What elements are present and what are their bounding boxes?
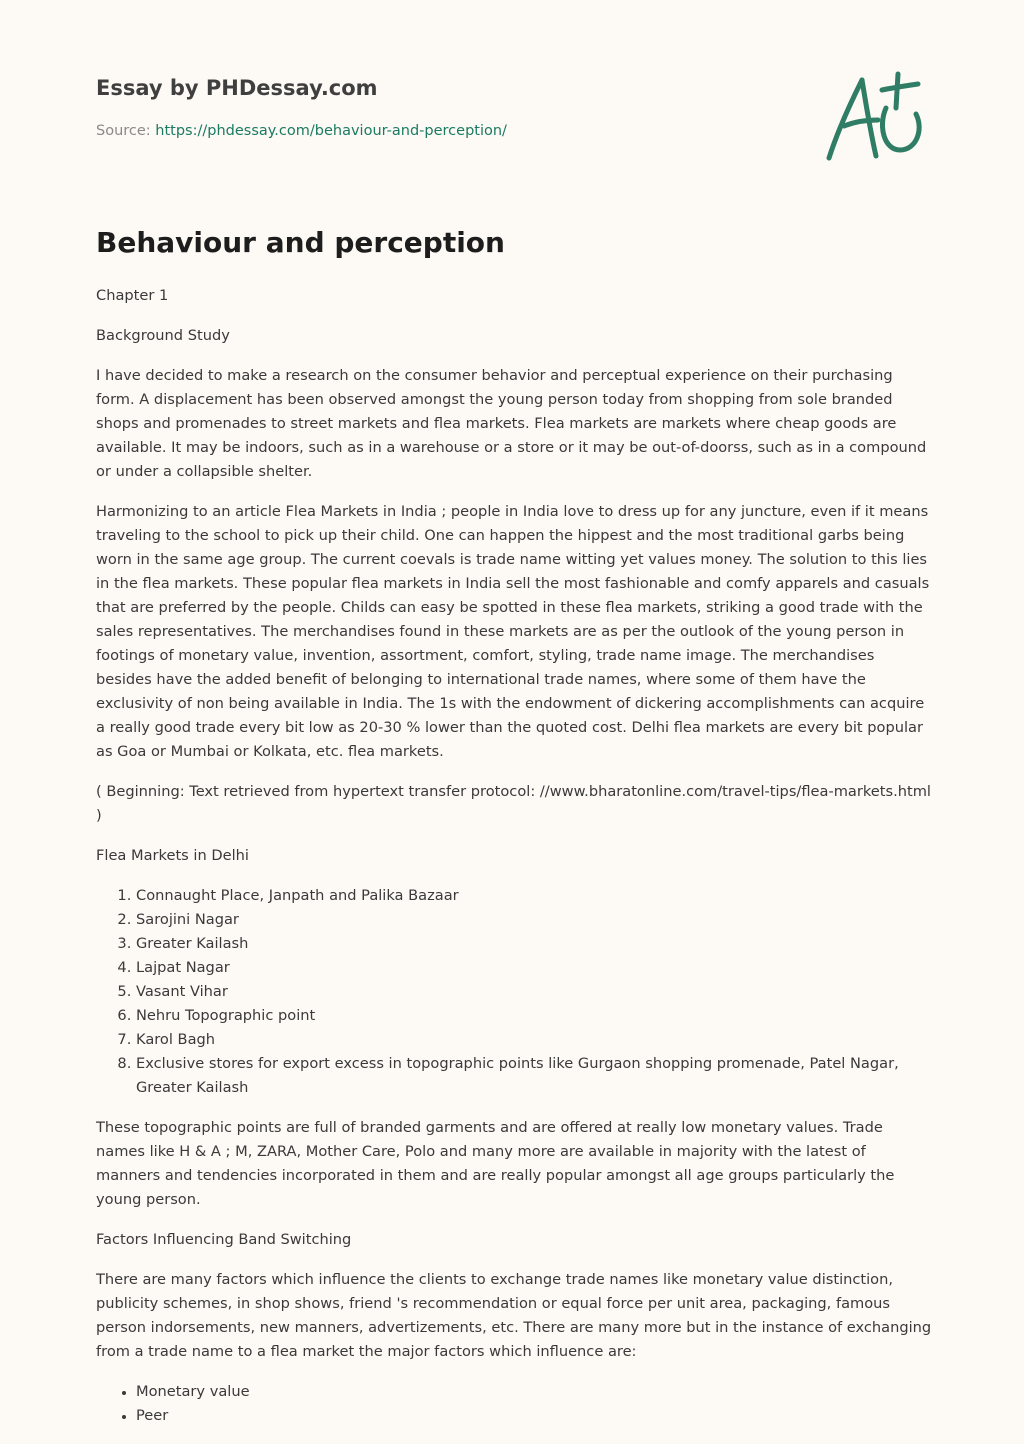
background-heading: Background Study: [96, 327, 230, 344]
source-line: [96, 123, 507, 139]
source-label: Source:: [96, 123, 151, 139]
list-item: 2. Sarojini Nagar: [136, 908, 932, 932]
list-item: • Peer: [136, 1404, 932, 1428]
list-item: 8. Exclusive stores for export excess in topographic points like Gurgaon shopping promenade, Patel Nagar, Greater Kailash: [136, 1052, 932, 1100]
paragraph: There are many factors which influence the clients to exchange trade names like monetary value distinction, publicity schemes, in shop shows, friend 's recommendation or equal force per unit area, packaging, famous person indorsements, new manners, advertizements, etc. There are many more but in the instance of exchanging from a trade name to a flea market the major factors which influence are:: [96, 1271, 932, 1360]
list-item: 1. Connaught Place, Janpath and Palika Bazaar: [136, 884, 932, 908]
document-body: [96, 284, 932, 1444]
chapter-label: Chapter 1: [96, 287, 169, 304]
delhi-heading: Flea Markets in Delhi: [96, 847, 249, 864]
site-title: Essay by PHDessay.com: [96, 76, 378, 100]
paragraph: Harmonizing to an article Flea Markets in India ; people in India love to dress up for any juncture, even if it means traveling to the school to pick up their child. One can happen the hippest and the most traditional garbs being worn in the same age group. The current coevals is trade name witting yet values money. The solution to this lies in the flea markets. These popular flea markets in India sell the most fashionable and comfy apparels and casuals that are preferred by the people. Childs can easy be spotted in these flea markets, striking a good trade with the sales representatives. The merchandises found in these markets are as per the outlook of the young person in footings of monetary value, invention, assortment, comfort, styling, trade name image. The merchandises besides have the added benefit of belonging to international trade names, where some of them have the exclusivity of non being available in India. The 1s with the endowment of dickering accomplishments can acquire a really good trade every bit low as 20-30 % lower than the quoted cost. Delhi flea markets are every bit popular as Goa or Mumbai or Kolkata, etc. flea markets.: [96, 503, 930, 760]
delhi-markets-list: [96, 884, 932, 1100]
factors-list: [96, 1380, 932, 1428]
paragraph: These topographic points are full of branded garments and are offered at really low monetary values. Trade names like H & A ; M, ZARA, Mother Care, Polo and many more are available in majority with the latest of manners and tendencies incorporated in them and are really popular amongst all age groups particularly the young person.: [96, 1119, 895, 1208]
a-plus-logo-icon: [820, 68, 930, 168]
list-item: 3. Greater Kailash: [136, 932, 932, 956]
paragraph: I have decided to make a research on the consumer behavior and perceptual experience on their purchasing form. A displacement has been observed amongst the young person today from shopping from sole branded shops and promenades to street markets and flea markets. Flea markets are markets where cheap goods are available. It may be indoors, such as in a warehouse or a store or it may be out-of-doorss, such as in a compound or under a collapsible shelter.: [96, 367, 927, 480]
list-item: • Monetary value: [136, 1380, 932, 1404]
list-item: 4. Lajpat Nagar: [136, 956, 932, 980]
list-item: 6. Nehru Topographic point: [136, 1004, 932, 1028]
list-item: 7. Karol Bagh: [136, 1028, 932, 1052]
source-link[interactable]: https://phdessay.com/behaviour-and-perception/: [155, 123, 507, 139]
source-citation: ( Beginning: Text retrieved from hypertext transfer protocol: //www.bharatonline.com/travel-tips/flea-markets.html ): [96, 783, 931, 824]
list-item: 5. Vasant Vihar: [136, 980, 932, 1004]
factors-heading: Factors Influencing Band Switching: [96, 1231, 352, 1248]
document-title: Behaviour and perception: [96, 226, 505, 259]
